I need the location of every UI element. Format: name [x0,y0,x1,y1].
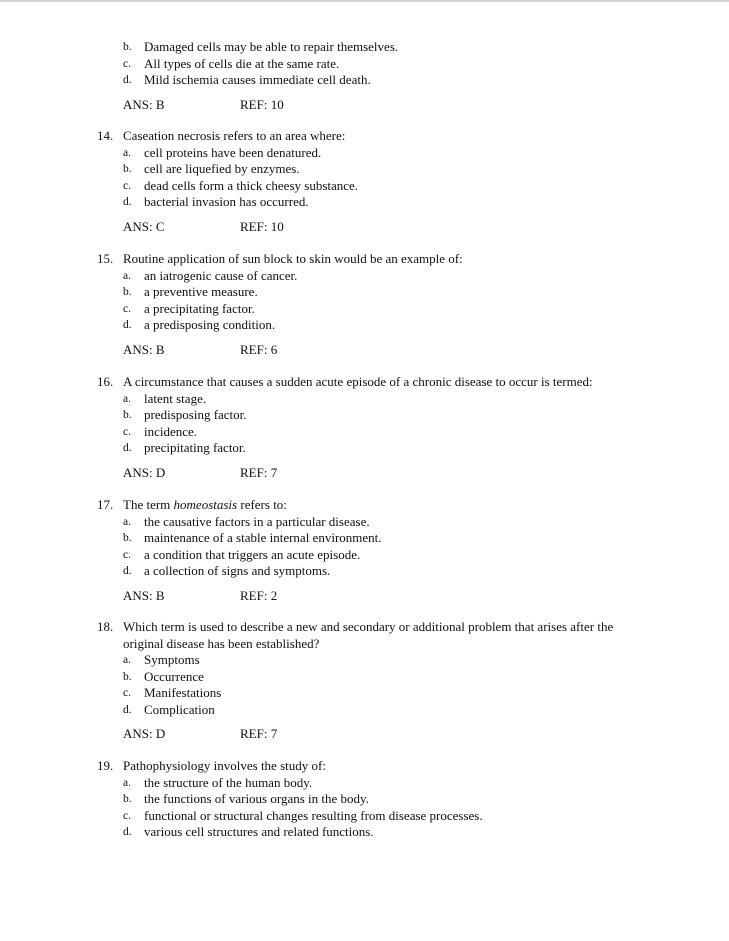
answer-option [0,791,729,808]
option-letter: d. [123,442,132,454]
option-text: various cell structures and related functions. [144,824,374,839]
answer-option [0,440,729,457]
question-block [0,619,729,743]
option-text: cell proteins have been denatured. [144,144,322,160]
question-text: The term homeostasis refers to: [123,497,287,512]
answer-option [0,824,729,841]
answer-option [0,407,729,424]
reference-label: REF: 6 [240,341,278,357]
answer-option [0,268,729,285]
option-text: cell are liquefied by enzymes. [144,161,300,176]
answer-option [0,514,729,531]
question-block [0,251,729,358]
answer-option [0,563,729,580]
option-letter: c. [123,57,131,70]
question-block [0,128,729,235]
question-block [0,758,729,841]
option-text: bacterial invasion has occurred. [144,194,309,209]
option-letter: c. [123,687,131,699]
answer-option [0,530,729,547]
question-text: original disease has been established? [123,635,320,651]
option-text: Symptoms [144,652,200,667]
option-text: Occurrence [144,668,204,684]
option-text: Manifestations [144,685,222,700]
question-block [0,374,729,481]
answer-option [0,178,729,195]
option-letter: d. [123,703,132,716]
option-text: incidence. [144,423,198,439]
option-text: an iatrogenic cause of cancer. [144,267,298,283]
option-letter: b. [123,409,132,421]
reference-label: REF: 7 [240,464,278,480]
option-text: Complication [144,701,215,717]
question-block [0,39,729,113]
answer-label: ANS: D [123,726,166,741]
reference-label: REF: 2 [240,587,278,603]
option-letter: d. [123,565,132,577]
answer-label: ANS: B [123,96,165,112]
option-text: a precipitating factor. [144,300,255,316]
answer-key [0,219,729,236]
answer-key [0,465,729,482]
answer-label: ANS: B [123,587,165,603]
question-text: Routine application of sun block to skin would be an example of: [123,251,463,266]
option-letter: c. [123,548,131,561]
question-text: Caseation necrosis refers to an area where: [123,128,346,143]
question-text: A circumstance that causes a sudden acute episode of a chronic disease to occur is termed: [123,374,593,389]
answer-option [0,808,729,825]
option-text: functional or structural changes resulting from disease processes. [144,807,483,823]
option-letter: a. [123,515,131,528]
answer-option [0,547,729,564]
question-text: Pathophysiology involves the study of: [123,758,326,773]
answer-option [0,391,729,408]
answer-label: ANS: D [123,464,166,480]
option-letter: b. [123,163,132,175]
answer-option [0,56,729,73]
answer-key [0,726,729,743]
emphasized-term: homeostasis [173,497,238,512]
question-text: Which term is used to describe a new and secondary or additional problem that arises after the [123,619,614,634]
option-text: Mild ischemia causes immediate cell death. [144,72,371,87]
reference-label: REF: 7 [240,726,278,741]
reference-label: REF: 10 [240,96,284,112]
answer-option [0,317,729,334]
question-number: 14. [97,128,114,143]
answer-option [0,145,729,162]
option-letter: c. [123,809,131,822]
answer-option [0,685,729,702]
question-number: 18. [97,619,114,634]
option-letter: c. [123,179,131,192]
option-letter: b. [123,532,132,544]
option-letter: b. [123,286,132,298]
question-line [0,758,729,775]
page-top-border [0,0,729,2]
answer-option [0,284,729,301]
option-text: a collection of signs and symptoms. [144,563,331,578]
option-letter: d. [123,319,132,331]
answer-option [0,301,729,318]
option-letter: a. [123,392,131,405]
question-line [0,374,729,391]
answer-key [0,342,729,359]
answer-label: ANS: C [123,218,165,234]
question-line [0,251,729,268]
answer-option [0,775,729,792]
answer-key [0,97,729,114]
option-letter: d. [123,74,132,86]
question-number: 15. [97,251,114,266]
question-number: 19. [97,758,114,773]
option-text: a condition that triggers an acute episode. [144,546,361,562]
option-text: a predisposing condition. [144,317,276,332]
answer-option [0,161,729,178]
answer-option [0,194,729,211]
option-letter: a. [123,146,131,159]
question-line [0,636,729,653]
option-text: predisposing factor. [144,407,247,422]
option-letter: b. [123,41,132,53]
option-text: latent stage. [144,390,207,406]
option-letter: d. [123,196,132,208]
answer-option [0,702,729,719]
option-text: All types of cells die at the same rate. [144,55,340,71]
option-letter: b. [123,793,132,805]
option-text: dead cells form a thick cheesy substance. [144,177,359,193]
option-text: the functions of various organs in the body. [144,791,369,806]
option-letter: a. [123,269,131,282]
option-letter: a. [123,776,131,789]
answer-option [0,424,729,441]
option-letter: b. [123,670,132,683]
option-letter: c. [123,302,131,315]
question-line [0,128,729,145]
question-block [0,497,729,604]
answer-option [0,652,729,669]
answer-label: ANS: B [123,341,165,357]
question-number: 17. [97,497,114,512]
reference-label: REF: 10 [240,218,284,234]
option-text: the causative factors in a particular disease. [144,513,370,529]
option-text: precipitating factor. [144,440,246,455]
question-number: 16. [97,374,114,389]
answer-option [0,72,729,89]
option-text: maintenance of a stable internal environment. [144,530,382,545]
option-letter: c. [123,425,131,438]
option-text: Damaged cells may be able to repair themselves. [144,39,399,54]
answer-option [0,669,729,686]
option-letter: d. [123,826,132,838]
question-line [0,497,729,514]
option-text: a preventive measure. [144,284,258,299]
answer-option [0,39,729,56]
option-letter: a. [123,654,131,666]
question-line [0,619,729,636]
option-text: the structure of the human body. [144,774,313,790]
answer-key [0,588,729,605]
